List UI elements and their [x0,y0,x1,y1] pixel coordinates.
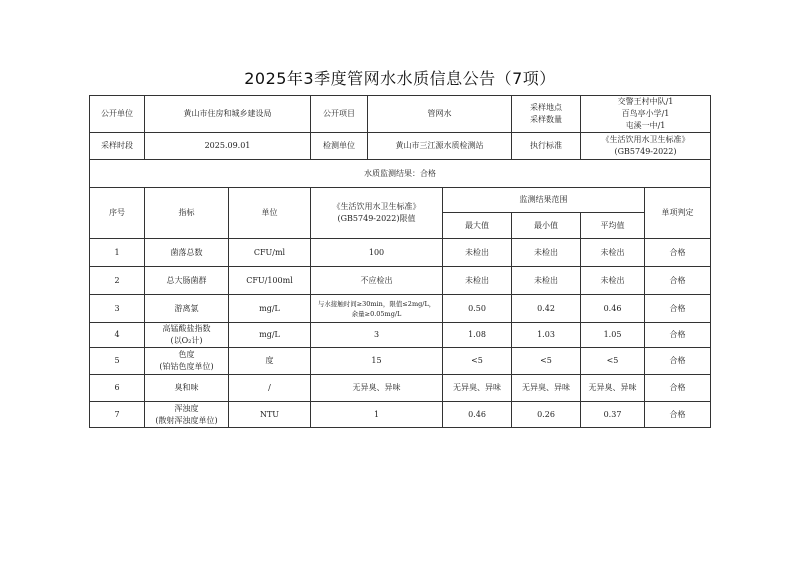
row-max: 0.46 [443,402,512,428]
row-indicator: 臭和味 [145,375,229,402]
row-limit: 1 [311,402,443,428]
header-limit: 《生活饮用水卫生标准》 (GB5749-2022)限值 [311,188,443,239]
row-index: 1 [90,239,145,267]
row-verdict: 合格 [645,375,711,402]
result-summary: 水质监测结果：合格 [90,160,711,188]
row-min: 0.42 [512,295,581,323]
header-avg: 平均值 [581,213,645,239]
header-range: 监测结果范围 [443,188,645,213]
row-min: 0.26 [512,402,581,428]
row-unit: CFU/ml [229,239,311,267]
row-avg: 0.37 [581,402,645,428]
row-verdict: 合格 [645,402,711,428]
table-row [90,239,711,267]
item-value: 管网水 [368,96,512,133]
row-limit: 与水接触时间≥30min，限值≤2mg/L， 余量≥0.05mg/L [311,295,443,323]
lab-label: 检测单位 [311,133,368,160]
row-unit: 度 [229,348,311,375]
row-unit: / [229,375,311,402]
row-indicator: 浑浊度 (散射浑浊度单位) [145,402,229,428]
row-index: 2 [90,267,145,295]
row-verdict: 合格 [645,267,711,295]
summary-row [90,160,711,188]
data-rows [90,239,711,428]
header-min: 最小值 [512,213,581,239]
row-limit: 无异臭、异味 [311,375,443,402]
row-verdict: 合格 [645,239,711,267]
row-avg: 无异臭、异味 [581,375,645,402]
header-row-1 [90,188,711,213]
info-row-2 [90,133,711,160]
row-limit: 3 [311,323,443,348]
standard-label: 执行标准 [512,133,581,160]
page-title: 2025年3季度管网水水质信息公告（7项） [244,69,556,88]
row-max: 0.50 [443,295,512,323]
row-indicator: 高锰酸盐指数 (以O₂计) [145,323,229,348]
publisher-label: 公开单位 [90,96,145,133]
header-max: 最大值 [443,213,512,239]
row-min: 未检出 [512,267,581,295]
row-limit: 不应检出 [311,267,443,295]
row-max: 未检出 [443,267,512,295]
row-index: 3 [90,295,145,323]
row-indicator: 色度 (铂钴色度单位) [145,348,229,375]
header-verdict: 单项判定 [645,188,711,239]
table-row [90,267,711,295]
row-verdict: 合格 [645,295,711,323]
row-min: <5 [512,348,581,375]
row-index: 6 [90,375,145,402]
header-unit: 单位 [229,188,311,239]
row-indicator: 总大肠菌群 [145,267,229,295]
row-max: 无异臭、异味 [443,375,512,402]
site-item: 百鸟亭小学/1 [621,109,670,118]
water-quality-table [89,95,711,428]
row-max: 未检出 [443,239,512,267]
row-avg: 未检出 [581,239,645,267]
row-limit: 15 [311,348,443,375]
publisher-value: 黄山市住房和城乡建设局 [145,96,311,133]
row-verdict: 合格 [645,348,711,375]
row-avg: 未检出 [581,267,645,295]
site-list [581,96,711,133]
site-item: 屯溪一中/1 [625,121,666,130]
row-min: 1.03 [512,323,581,348]
lab-value: 黄山市三江源水质检测站 [368,133,512,160]
row-index: 4 [90,323,145,348]
table-row [90,402,711,428]
site-label: 采样地点 采样数量 [512,96,581,133]
row-index: 7 [90,402,145,428]
row-index: 5 [90,348,145,375]
time-label: 采样时段 [90,133,145,160]
row-avg: 0.46 [581,295,645,323]
table-row [90,323,711,348]
header-indicator: 指标 [145,188,229,239]
row-unit: CFU/100ml [229,267,311,295]
site-item: 交警王村中队/1 [617,97,674,106]
row-unit: mg/L [229,323,311,348]
table-row [90,348,711,375]
row-avg: <5 [581,348,645,375]
row-max: 1.08 [443,323,512,348]
row-unit: NTU [229,402,311,428]
row-min: 无异臭、异味 [512,375,581,402]
row-max: <5 [443,348,512,375]
row-indicator: 菌落总数 [145,239,229,267]
item-label: 公开项目 [311,96,368,133]
row-avg: 1.05 [581,323,645,348]
row-unit: mg/L [229,295,311,323]
row-indicator: 游离氯 [145,295,229,323]
table-row [90,295,711,323]
table-row [90,375,711,402]
row-min: 未检出 [512,239,581,267]
header-index: 序号 [90,188,145,239]
info-row-1 [90,96,711,133]
row-limit: 100 [311,239,443,267]
time-value: 2025.09.01 [145,133,311,160]
row-verdict: 合格 [645,323,711,348]
standard-value: 《生活饮用水卫生标准》 (GB5749-2022) [581,133,711,160]
